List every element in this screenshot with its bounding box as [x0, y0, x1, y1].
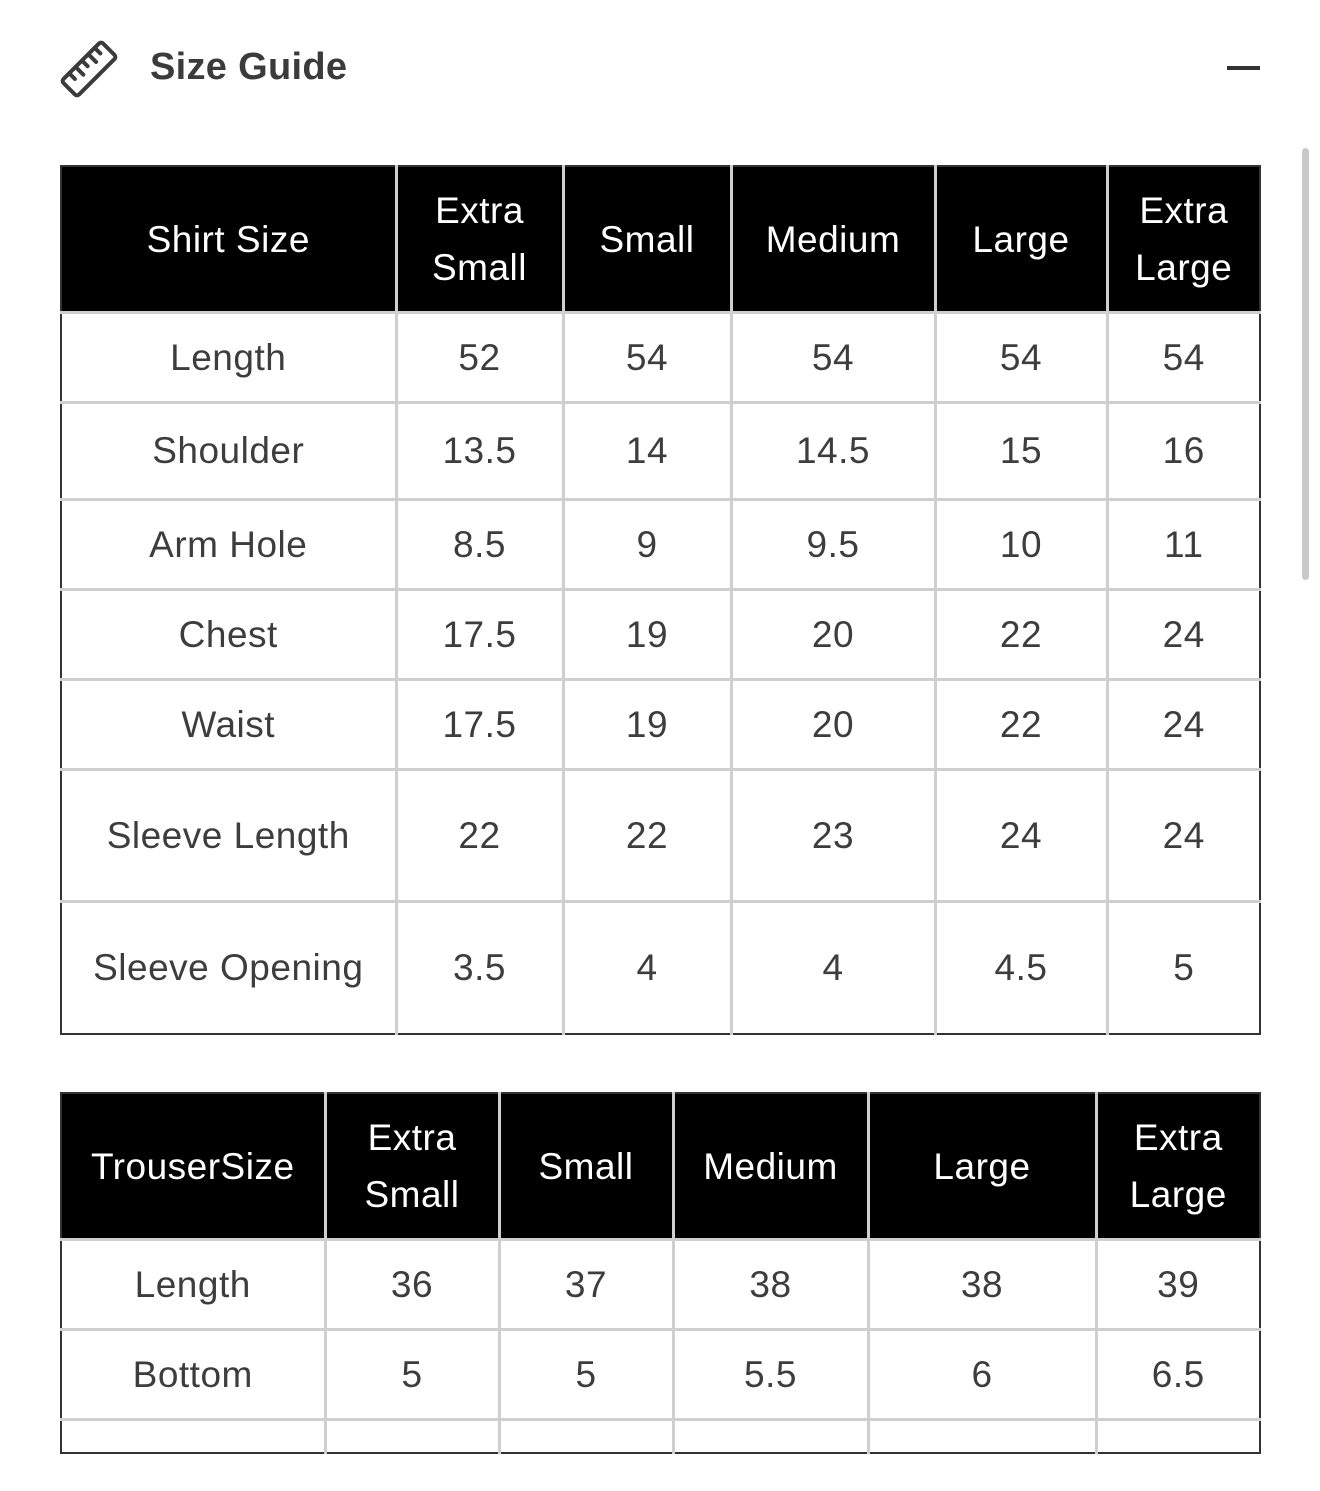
collapse-button[interactable]: [1220, 50, 1266, 86]
header-cell-medium: Medium: [673, 1093, 868, 1240]
trouser-size-table: [60, 1092, 1261, 1454]
table-cell: 5: [499, 1330, 673, 1420]
header-cell-extra-large: Extra Large: [1107, 166, 1260, 313]
table-cell: 13.5: [396, 403, 563, 500]
shirt-size-table: [60, 165, 1261, 1035]
table-cell: [1096, 1420, 1260, 1453]
table-cell: 3.5: [396, 902, 563, 1034]
row-label: Waist: [61, 680, 396, 770]
minus-icon: [1227, 66, 1260, 70]
table-header-row: [61, 166, 1260, 313]
scrollbar[interactable]: [1298, 148, 1312, 1491]
row-label: Sleeve Length: [61, 770, 396, 902]
table-cell: 20: [731, 590, 935, 680]
table-cell: 20: [731, 680, 935, 770]
table-cell: 17.5: [396, 590, 563, 680]
header-cell-extra-large: Extra Large: [1096, 1093, 1260, 1240]
row-label: Bottom: [61, 1330, 325, 1420]
row-label: Arm Hole: [61, 500, 396, 590]
table-cell: 9.5: [731, 500, 935, 590]
table-cell: [325, 1420, 499, 1453]
ruler-icon: [58, 38, 120, 100]
table-cell: 22: [563, 770, 731, 902]
row-label: Chest: [61, 590, 396, 680]
row-label: Length: [61, 313, 396, 403]
header-cell-large: Large: [868, 1093, 1096, 1240]
size-guide-header[interactable]: [0, 0, 1320, 134]
table-cell: 4: [731, 902, 935, 1034]
table-cell: 8.5: [396, 500, 563, 590]
header-cell-medium: Medium: [731, 166, 935, 313]
table-row: [61, 403, 1260, 500]
table-cell: 5.5: [673, 1330, 868, 1420]
table-cell: 22: [935, 590, 1107, 680]
table-cell: 16: [1107, 403, 1260, 500]
table-cell: 54: [1107, 313, 1260, 403]
row-label: Length: [61, 1240, 325, 1330]
table-cell: [673, 1420, 868, 1453]
table-row: [61, 313, 1260, 403]
table-row: [61, 590, 1260, 680]
table-cell: 11: [1107, 500, 1260, 590]
table-row: [61, 1420, 1260, 1453]
table-cell: 24: [1107, 590, 1260, 680]
table-cell: 54: [935, 313, 1107, 403]
header-cell-large: Large: [935, 166, 1107, 313]
table-row: [61, 1240, 1260, 1330]
table-header-row: [61, 1093, 1260, 1240]
table-cell: 6.5: [1096, 1330, 1260, 1420]
table-cell: 24: [1107, 680, 1260, 770]
header-cell-small: Small: [563, 166, 731, 313]
header-cell-trouser-size: TrouserSize: [61, 1093, 325, 1240]
table-cell: 38: [673, 1240, 868, 1330]
table-cell: 22: [396, 770, 563, 902]
table-cell: 19: [563, 590, 731, 680]
header-cell-small: Small: [499, 1093, 673, 1240]
table-cell: 17.5: [396, 680, 563, 770]
table-cell: 37: [499, 1240, 673, 1330]
row-label: Sleeve Opening: [61, 902, 396, 1034]
table-cell: 15: [935, 403, 1107, 500]
table-cell: 14.5: [731, 403, 935, 500]
table-cell: 4: [563, 902, 731, 1034]
table-cell: 39: [1096, 1240, 1260, 1330]
table-cell: 24: [1107, 770, 1260, 902]
table-cell: 19: [563, 680, 731, 770]
table-cell: 5: [325, 1330, 499, 1420]
table-cell: 38: [868, 1240, 1096, 1330]
table-cell: 14: [563, 403, 731, 500]
table-row: [61, 680, 1260, 770]
table-cell: 4.5: [935, 902, 1107, 1034]
table-cell: 54: [563, 313, 731, 403]
table-row: [61, 770, 1260, 902]
header-cell-shirt-size: Shirt Size: [61, 166, 396, 313]
table-cell: 9: [563, 500, 731, 590]
size-guide-title: Size Guide: [150, 46, 348, 88]
header-cell-extra-small: Extra Small: [325, 1093, 499, 1240]
table-cell: 24: [935, 770, 1107, 902]
table-cell: [868, 1420, 1096, 1453]
table-cell: 36: [325, 1240, 499, 1330]
table-cell: 54: [731, 313, 935, 403]
table-row: [61, 902, 1260, 1034]
table-row: [61, 1330, 1260, 1420]
scrollbar-thumb[interactable]: [1302, 148, 1309, 580]
table-cell: [499, 1420, 673, 1453]
table-cell: 22: [935, 680, 1107, 770]
table-cell: 23: [731, 770, 935, 902]
table-row: [61, 500, 1260, 590]
header-cell-extra-small: Extra Small: [396, 166, 563, 313]
table-cell: 5: [1107, 902, 1260, 1034]
table-cell: 6: [868, 1330, 1096, 1420]
table-cell: 52: [396, 313, 563, 403]
table-cell: 10: [935, 500, 1107, 590]
row-label: [61, 1420, 325, 1453]
row-label: Shoulder: [61, 403, 396, 500]
